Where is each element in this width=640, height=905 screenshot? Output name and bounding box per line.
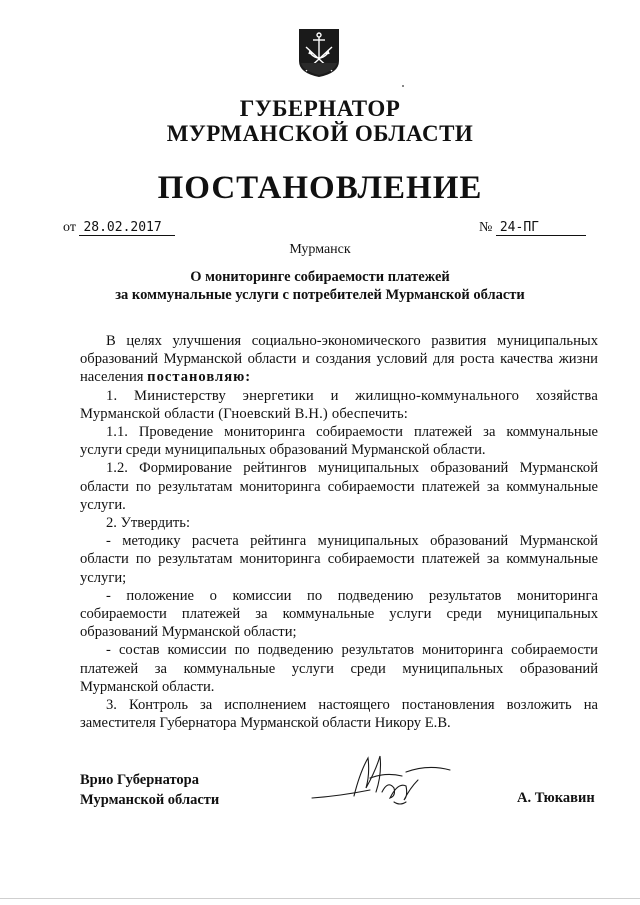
paragraph-2: 2. Утвердить: (106, 515, 191, 532)
paragraph-preamble (80, 332, 598, 387)
scan-speck (402, 85, 404, 87)
paragraph-2-item-3: - состав комиссии по подведению результатов мониторинга собираемости платежей за коммунальные услуги среди муниципальных образований Мурманской области. (80, 642, 598, 695)
number-prefix: № (479, 220, 493, 235)
document-number: 24-ПГ (496, 220, 586, 236)
issue-city: Мурманск (289, 242, 351, 257)
paragraph-1-1: 1.1. Проведение мониторинга собираемости платежей за коммунальные услуги среди муниципальных образований Мурманской области. (80, 424, 598, 459)
paragraph-1-2: 1.2. Формирование рейтингов муниципальных образований Мурманской области по результатам мониторинга собираемости платежей за коммунальные услуги. (80, 460, 598, 513)
position-line-1: Врио Губернатора (80, 772, 199, 788)
coat-of-arms-icon (297, 27, 341, 79)
handwritten-signature (310, 752, 460, 812)
paragraph-2-item-1: - методику расчета рейтинга муниципальных образований Мурманской области по результатам мониторинга собираемости платежей за коммунальные услуги; (80, 533, 598, 586)
signatory-name: А. Тюкавин (517, 790, 595, 806)
paragraph-2-item-2: - положение о комиссии по подведению результатов мониторинга собираемости платежей за коммунальные услуги среди муниципальных образований Мурманской области; (80, 587, 598, 641)
subject-line-1: О мониторинге собираемости платежей (190, 269, 450, 285)
document-body (80, 332, 598, 732)
date-field (63, 220, 175, 236)
issuer-region: МУРМАНСКОЙ ОБЛАСТИ (166, 121, 474, 146)
page-bottom-edge (0, 898, 640, 899)
resolve-keyword: постановляю: (147, 369, 252, 386)
position-line-2: Мурманской области (80, 792, 220, 808)
date-prefix: от (63, 220, 76, 235)
document-type: ПОСТАНОВЛЕНИЕ (157, 170, 483, 206)
paragraph-1: 1. Министерству энергетики и жилищно-коммунального хозяйства Мурманской области (Гноевский В.Н.) обеспечить: (80, 387, 598, 422)
paragraph-3: 3. Контроль за исполнением настоящего постановления возложить на заместителя Губернатора Мурманской области Никору Е.В. (80, 697, 598, 732)
preamble-text: В целях улучшения социально-экономического развития муниципальных образований Мурманской области и создания условий для роста качества жизни населения (80, 333, 598, 386)
document-date: 28.02.2017 (79, 220, 175, 236)
issuer-title: ГУБЕРНАТОР (239, 96, 401, 121)
number-field (479, 220, 586, 236)
subject-line-2: за коммунальные услуги с потребителей Мурманской области (115, 287, 525, 303)
signatory-position (80, 770, 219, 810)
